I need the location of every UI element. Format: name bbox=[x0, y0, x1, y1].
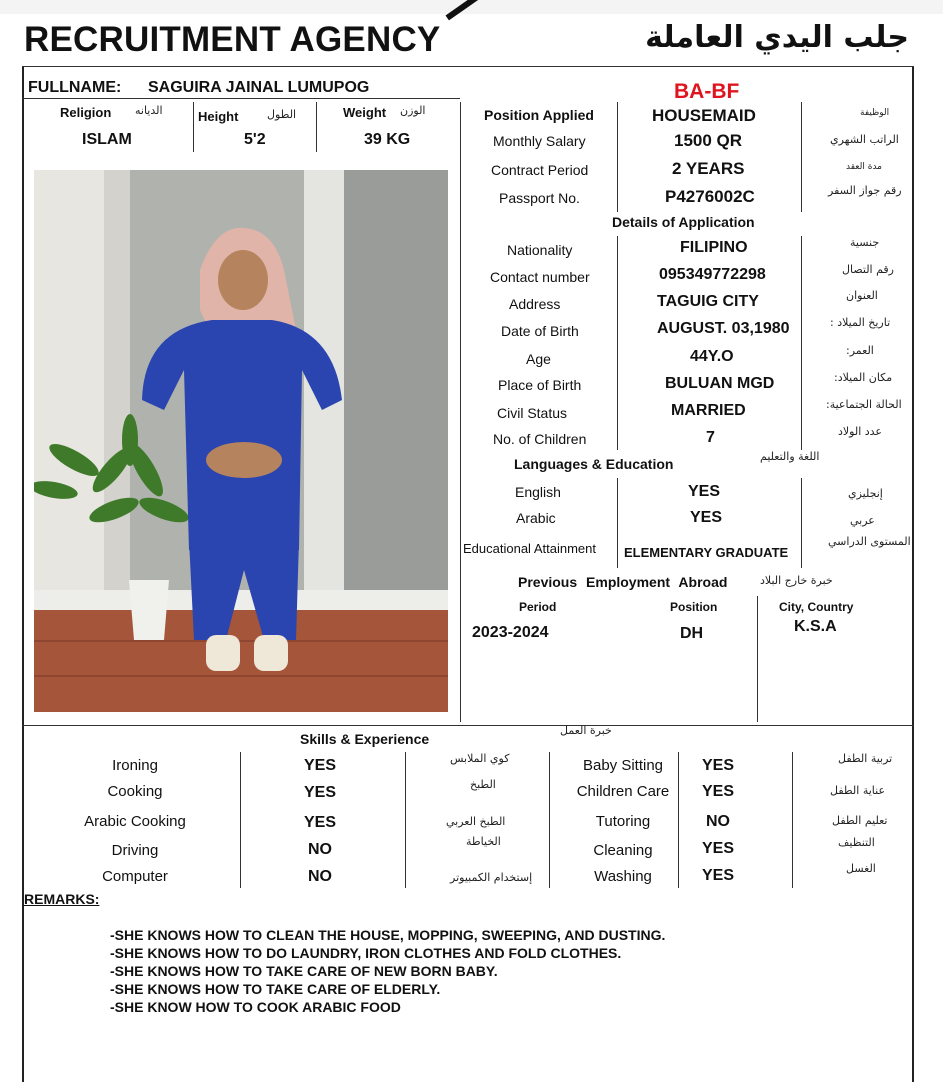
age-label: Age bbox=[526, 351, 551, 367]
skill-value: YES bbox=[702, 867, 735, 884]
children-value: 7 bbox=[706, 429, 715, 446]
position-applied-label: Position Applied bbox=[484, 107, 594, 123]
panel-divider-right bbox=[801, 236, 802, 450]
religion-value: ISLAM bbox=[82, 131, 132, 148]
nationality-label: Nationality bbox=[507, 242, 573, 258]
skill-ar: تعليم الطفل bbox=[832, 814, 888, 827]
details-heading: Details of Application bbox=[612, 214, 755, 230]
english-value: YES bbox=[688, 483, 721, 500]
skill-label: Washing bbox=[594, 868, 652, 885]
skill-ar: كوي الملابس bbox=[450, 752, 510, 765]
dob-label: Date of Birth bbox=[501, 323, 579, 339]
languages-heading-ar: اللغة والتعليم bbox=[760, 450, 820, 463]
employment-heading-ar: خبرة خارج البلاد bbox=[760, 574, 833, 587]
skill-value: YES bbox=[702, 783, 735, 800]
monthly-salary-ar: الراتب الشهري bbox=[830, 133, 899, 146]
civil-status-label: Civil Status bbox=[497, 405, 568, 421]
skill-label: Ironing bbox=[112, 757, 158, 774]
children-ar: عدد الولاد bbox=[838, 425, 882, 438]
pob-label: Place of Birth bbox=[498, 377, 582, 393]
frame-right-border bbox=[912, 66, 914, 1082]
panel-divider-mid bbox=[617, 102, 618, 212]
panel-divider-mid bbox=[617, 236, 618, 450]
panel-divider-left bbox=[460, 102, 461, 722]
education-value: ELEMENTARY GRADUATE bbox=[624, 545, 789, 560]
children-label: No. of Children bbox=[493, 431, 587, 447]
fullname-value: SAGUIRA JAINAL LUMUPOG bbox=[148, 79, 370, 96]
skill-ar: التنظيف bbox=[838, 836, 875, 849]
civil-status-value: MARRIED bbox=[671, 402, 746, 419]
passport-ar: رقم جواز السفر bbox=[828, 184, 902, 197]
skill-value: NO bbox=[308, 841, 332, 858]
remark-line: -SHE KNOWS HOW TO TAKE CARE OF NEW BORN BABY. bbox=[110, 963, 498, 979]
employment-col-position: Position bbox=[670, 600, 718, 614]
skill-value: YES bbox=[303, 784, 336, 801]
position-applied-value: HOUSEMAID bbox=[652, 106, 756, 125]
skills-divider bbox=[792, 752, 793, 888]
nationality-value: FILIPINO bbox=[680, 239, 748, 256]
arabic-label: Arabic bbox=[516, 510, 556, 526]
skill-value: YES bbox=[303, 757, 336, 774]
height-value: 5'2 bbox=[244, 131, 266, 148]
address-ar: العنوان bbox=[846, 289, 878, 302]
remark-line: -SHE KNOW HOW TO COOK ARABIC FOOD bbox=[110, 999, 401, 1015]
skill-value: NO bbox=[308, 868, 332, 885]
panel-divider-right bbox=[801, 478, 802, 568]
employment-col-period: Period bbox=[519, 600, 557, 614]
skill-ar: إستخدام الكمبيوتر bbox=[450, 871, 533, 884]
monthly-salary-label: Monthly Salary bbox=[493, 133, 586, 149]
dob-ar: تاريخ الميلاد : bbox=[830, 316, 891, 329]
divider bbox=[316, 102, 317, 152]
english-ar: إنجليزي bbox=[848, 487, 883, 500]
monthly-salary-value: 1500 QR bbox=[674, 131, 743, 150]
fullname-label: FULLNAME: bbox=[28, 79, 122, 96]
pob-ar: مكان الميلاد: bbox=[834, 371, 893, 384]
skills-divider bbox=[240, 752, 241, 888]
religion-label: Religion bbox=[60, 105, 112, 120]
employment-city-value: K.S.A bbox=[794, 618, 837, 635]
address-label: Address bbox=[509, 296, 561, 312]
applicant-code: BA-BF bbox=[674, 80, 740, 103]
skill-label: Children Care bbox=[576, 783, 670, 800]
height-label-ar: الطول bbox=[267, 108, 297, 121]
nationality-ar: جنسية bbox=[850, 236, 880, 249]
skills-heading: Skills & Experience bbox=[300, 731, 430, 747]
skill-ar: الطبخ العربي bbox=[446, 815, 506, 828]
education-ar: المستوى الدراسي bbox=[828, 535, 911, 548]
passport-value: P4276002C bbox=[665, 187, 755, 206]
skill-label: Computer bbox=[102, 868, 168, 885]
skills-divider bbox=[549, 752, 550, 888]
frame-left-border bbox=[22, 66, 24, 1082]
weight-label: Weight bbox=[343, 105, 387, 120]
contract-period-value: 2 YEARS bbox=[672, 159, 745, 178]
remarks-label: REMARKS: bbox=[24, 891, 100, 907]
pob-value: BULUAN MGD bbox=[665, 375, 775, 392]
civil-status-ar: الحالة الجتماعية: bbox=[826, 398, 902, 411]
skill-label: Driving bbox=[111, 842, 159, 859]
employment-position-value: DH bbox=[680, 625, 704, 642]
skills-heading-ar: خبرة العمل bbox=[560, 724, 612, 737]
page-title: RECRUITMENT AGENCY bbox=[24, 20, 441, 59]
weight-label-ar: الوزن bbox=[400, 104, 426, 117]
skill-label: Arabic Cooking bbox=[84, 813, 186, 830]
remark-line: -SHE KNOWS HOW TO DO LAUNDRY, IRON CLOTHES AND FOLD CLOTHES. bbox=[110, 945, 622, 961]
address-value: TAGUIG CITY bbox=[657, 293, 759, 310]
skill-ar: الغسل bbox=[846, 862, 876, 875]
contract-period-label: Contract Period bbox=[491, 162, 589, 178]
weight-value: 39 KG bbox=[364, 131, 411, 148]
panel-divider-right bbox=[801, 102, 802, 212]
education-label: Educational Attainment bbox=[463, 541, 596, 556]
contact-ar: رقم التصال bbox=[842, 263, 894, 276]
remark-line: -SHE KNOWS HOW TO TAKE CARE OF ELDERLY. bbox=[110, 981, 441, 997]
skill-ar: الطبخ bbox=[470, 778, 496, 791]
fullname-underline bbox=[22, 98, 460, 99]
employment-divider bbox=[757, 596, 758, 722]
age-ar: العمر: bbox=[846, 344, 874, 357]
divider bbox=[193, 102, 194, 152]
skill-value: YES bbox=[702, 757, 735, 774]
skill-label: Baby Sitting bbox=[582, 757, 664, 774]
contact-label: Contact number bbox=[490, 269, 590, 285]
applicant-photo bbox=[34, 170, 448, 712]
photo-illustration bbox=[34, 170, 448, 712]
passport-label: Passport No. bbox=[499, 190, 580, 206]
arabic-value: YES bbox=[690, 509, 723, 526]
employment-heading: Previous Employment Abroad bbox=[518, 574, 728, 590]
height-label: Height bbox=[198, 109, 239, 124]
contract-period-ar: مدة العقد bbox=[846, 162, 882, 172]
skill-label: Tutoring bbox=[595, 813, 651, 830]
skill-label: Cooking bbox=[107, 783, 163, 800]
skill-value: YES bbox=[303, 814, 336, 831]
employment-col-city: City, Country bbox=[779, 600, 854, 614]
skill-value: YES bbox=[702, 840, 735, 857]
languages-heading: Languages & Education bbox=[514, 456, 674, 472]
contact-value: 095349772298 bbox=[659, 266, 766, 283]
position-applied-ar: الوظيفة bbox=[860, 108, 890, 118]
skill-ar: عناية الطفل bbox=[830, 784, 886, 797]
skill-ar: تربية الطفل bbox=[838, 752, 893, 765]
employment-period-value: 2023-2024 bbox=[472, 624, 549, 641]
frame-top-border bbox=[22, 66, 914, 67]
age-value: 44Y.O bbox=[690, 348, 734, 365]
skills-divider bbox=[405, 752, 406, 888]
english-label: English bbox=[515, 484, 561, 500]
skill-label: Cleaning bbox=[593, 842, 653, 859]
arabic-title: جلب اليدي العاملة bbox=[645, 20, 909, 55]
skill-value: NO bbox=[706, 813, 730, 830]
skill-ar: الخياطة bbox=[466, 835, 501, 848]
religion-label-ar: الديانه bbox=[135, 104, 163, 117]
panel-divider-mid bbox=[617, 478, 618, 568]
dob-value: AUGUST. 03,1980 bbox=[657, 320, 790, 337]
arabic-ar: عربي bbox=[850, 514, 875, 527]
remark-line: -SHE KNOWS HOW TO CLEAN THE HOUSE, MOPPING, SWEEPING, AND DUSTING. bbox=[110, 927, 666, 943]
skills-top-border bbox=[22, 725, 914, 726]
